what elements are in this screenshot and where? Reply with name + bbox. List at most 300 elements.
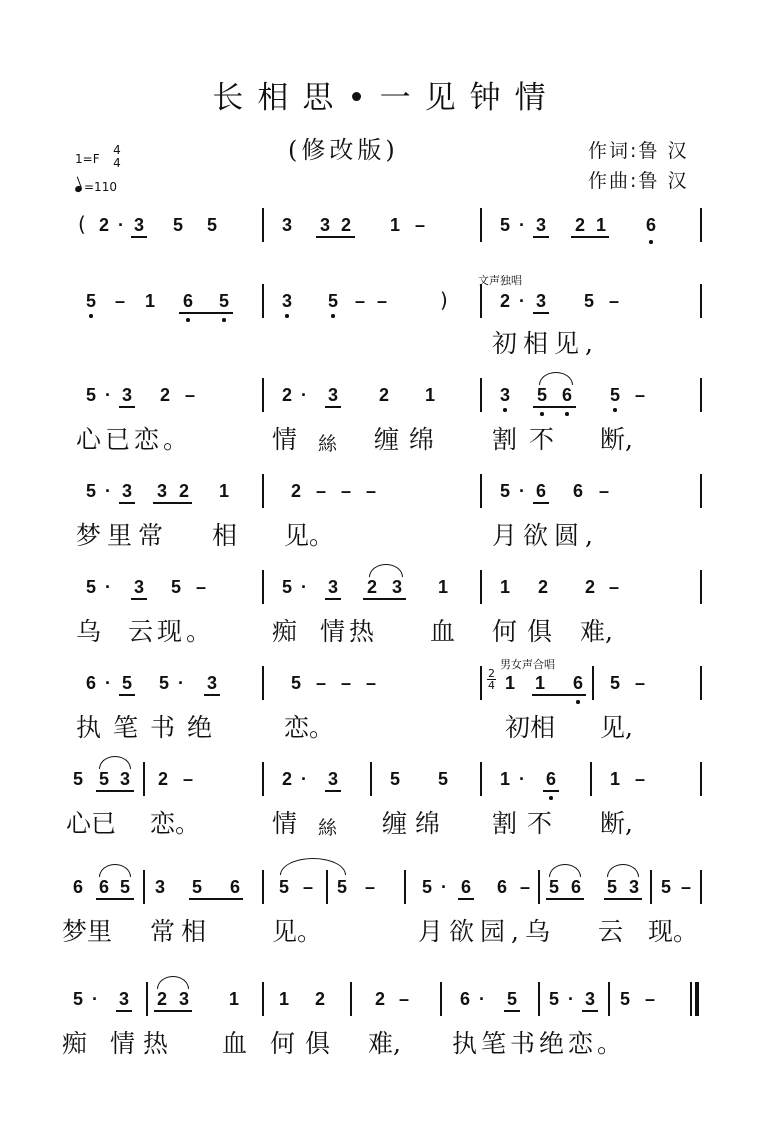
lyric: 断, bbox=[600, 809, 633, 838]
staff-row-3 bbox=[0, 382, 772, 422]
note: 3 bbox=[584, 989, 595, 1009]
note: – bbox=[644, 989, 655, 1009]
slur bbox=[280, 858, 346, 875]
lyric: 情热 bbox=[110, 1029, 177, 1058]
low-dot bbox=[89, 314, 93, 318]
underline bbox=[604, 898, 642, 900]
bar-line bbox=[326, 870, 328, 904]
note: 5 bbox=[85, 577, 96, 597]
annotation-mixed-chorus: 男女声合唱 bbox=[500, 658, 555, 671]
underline bbox=[179, 312, 233, 314]
bar-line bbox=[440, 982, 442, 1016]
underline bbox=[96, 898, 134, 900]
lyric: 月欲圆, bbox=[492, 521, 599, 550]
note: 5 bbox=[119, 877, 130, 897]
time-signature-bottom: 4 bbox=[113, 156, 121, 170]
note: 2 bbox=[178, 481, 189, 501]
final-bar-line-thick bbox=[695, 982, 699, 1016]
bar-line bbox=[480, 378, 482, 412]
time-signature-change bbox=[487, 668, 496, 691]
note: 1 bbox=[504, 673, 515, 693]
underline bbox=[131, 598, 147, 600]
quarter-note-icon bbox=[74, 185, 83, 193]
lyric: 血 bbox=[430, 617, 456, 646]
time-signature bbox=[110, 144, 124, 170]
lyric: 执笔书绝恋。 bbox=[452, 1029, 627, 1058]
underline bbox=[154, 1010, 192, 1012]
low-dot bbox=[565, 412, 569, 416]
note: 5 bbox=[72, 769, 83, 789]
note: – bbox=[365, 481, 376, 501]
staff-row-1 bbox=[0, 212, 772, 252]
lyric: 乌 bbox=[76, 617, 102, 646]
underline bbox=[119, 502, 135, 504]
lyric: 梦里常 bbox=[76, 521, 170, 550]
note: · bbox=[105, 673, 111, 693]
bar-line bbox=[700, 284, 702, 318]
lyric: 难, bbox=[580, 617, 613, 646]
bar-line bbox=[538, 870, 540, 904]
lyrics-row-5 bbox=[0, 618, 772, 652]
lyric: 现。 bbox=[648, 917, 699, 946]
note: · bbox=[301, 769, 307, 789]
bar-line bbox=[700, 570, 702, 604]
note: 3 bbox=[535, 215, 546, 235]
note: · bbox=[301, 577, 307, 597]
low-dot bbox=[331, 314, 335, 318]
annotation-female-solo: 文声独唱 bbox=[478, 274, 522, 287]
note: 3 bbox=[391, 577, 402, 597]
underline bbox=[325, 406, 341, 408]
note: – bbox=[634, 385, 645, 405]
note: 3 bbox=[281, 291, 292, 311]
bar-line bbox=[262, 570, 264, 604]
note: 1 bbox=[595, 215, 606, 235]
note: – bbox=[114, 291, 125, 311]
note: 5 bbox=[548, 989, 559, 1009]
note: 6 bbox=[535, 481, 546, 501]
note: 3 bbox=[535, 291, 546, 311]
low-dot bbox=[576, 700, 580, 704]
slur bbox=[607, 864, 639, 877]
lyric: 缠绵 bbox=[382, 809, 449, 838]
lyric: 何俱 bbox=[492, 617, 563, 646]
note: 5 bbox=[98, 769, 109, 789]
lyrics-row-2 bbox=[0, 330, 772, 364]
note: 5 bbox=[158, 673, 169, 693]
underline bbox=[571, 236, 609, 238]
note: 3 bbox=[327, 385, 338, 405]
note: 3 bbox=[327, 577, 338, 597]
note: 2 bbox=[281, 769, 292, 789]
note: 1 bbox=[278, 989, 289, 1009]
underline bbox=[189, 898, 243, 900]
note: 5 bbox=[660, 877, 671, 897]
underline bbox=[131, 236, 147, 238]
note: 6 bbox=[645, 215, 656, 235]
note: – bbox=[680, 877, 691, 897]
note: 1 bbox=[499, 577, 510, 597]
note: – bbox=[302, 877, 313, 897]
note: – bbox=[340, 673, 351, 693]
bar-line bbox=[480, 284, 482, 318]
lyric: 缠绵 bbox=[374, 425, 445, 454]
note: 3 bbox=[121, 385, 132, 405]
bar-line bbox=[480, 208, 482, 242]
staff-row-7 bbox=[0, 766, 772, 806]
note: – bbox=[376, 291, 387, 311]
underline bbox=[153, 502, 192, 504]
lyrics-row-3 bbox=[0, 426, 772, 460]
note: 5 bbox=[206, 215, 217, 235]
lyric: 梦里 bbox=[62, 917, 113, 946]
lyric: 絲 bbox=[318, 433, 338, 455]
slur bbox=[157, 976, 189, 989]
bar-line bbox=[480, 474, 482, 508]
note: 6 bbox=[496, 877, 507, 897]
note: 3 bbox=[499, 385, 510, 405]
note: – bbox=[315, 481, 326, 501]
bar-line bbox=[143, 762, 145, 796]
note: 6 bbox=[85, 673, 96, 693]
lyrics-row-9 bbox=[0, 1030, 772, 1064]
bar-line bbox=[262, 762, 264, 796]
lyric: 见。 bbox=[272, 917, 323, 946]
note: – bbox=[608, 577, 619, 597]
lyric: 月欲园,乌 bbox=[418, 917, 556, 946]
bar-line bbox=[608, 982, 610, 1016]
lyric: 难, bbox=[368, 1029, 401, 1058]
lyric: 血 bbox=[222, 1029, 248, 1058]
note: 3 bbox=[281, 215, 292, 235]
tempo-marking bbox=[75, 180, 117, 194]
note: · bbox=[105, 577, 111, 597]
note: 5 bbox=[619, 989, 630, 1009]
bar-line bbox=[650, 870, 652, 904]
lyrics-row-6 bbox=[0, 714, 772, 748]
note: 3 bbox=[178, 989, 189, 1009]
note: 5 bbox=[278, 877, 289, 897]
bar-line bbox=[262, 666, 264, 700]
note: – bbox=[354, 291, 365, 311]
bar-line bbox=[146, 982, 148, 1016]
note: 2 bbox=[574, 215, 585, 235]
bar-line bbox=[700, 474, 702, 508]
bar-line bbox=[700, 762, 702, 796]
underline bbox=[543, 790, 559, 792]
underline bbox=[533, 502, 549, 504]
note: 5 bbox=[218, 291, 229, 311]
bar-line bbox=[262, 982, 264, 1016]
note: 2 bbox=[281, 385, 292, 405]
note: 2 bbox=[374, 989, 385, 1009]
bar-line bbox=[592, 666, 594, 700]
note: 5 bbox=[606, 877, 617, 897]
note: 6 bbox=[572, 481, 583, 501]
note: 5 bbox=[72, 989, 83, 1009]
note: · bbox=[118, 215, 124, 235]
note: 5 bbox=[506, 989, 517, 1009]
underline bbox=[325, 598, 341, 600]
note: 2 bbox=[290, 481, 301, 501]
note: 2 bbox=[314, 989, 325, 1009]
note: 3 bbox=[133, 577, 144, 597]
tempo-value: =110 bbox=[84, 180, 117, 194]
slur bbox=[369, 564, 403, 577]
underline bbox=[316, 236, 355, 238]
bar-line bbox=[538, 982, 540, 1016]
note: 3 bbox=[121, 481, 132, 501]
underline bbox=[116, 1010, 132, 1012]
slur bbox=[539, 372, 573, 385]
note: 3 bbox=[154, 877, 165, 897]
note: 1 bbox=[228, 989, 239, 1009]
lyric: 见, bbox=[600, 713, 633, 742]
lyric: 痴 bbox=[272, 617, 298, 646]
note: 1 bbox=[144, 291, 155, 311]
note: – bbox=[598, 481, 609, 501]
note: 5 bbox=[336, 877, 347, 897]
note: 6 bbox=[561, 385, 572, 405]
slur bbox=[549, 864, 581, 877]
underline bbox=[119, 406, 135, 408]
note: 3 bbox=[319, 215, 330, 235]
underline bbox=[582, 1010, 598, 1012]
lyric: 情热 bbox=[320, 617, 379, 646]
underline bbox=[325, 790, 341, 792]
note: ( bbox=[78, 212, 86, 236]
bar-line bbox=[262, 474, 264, 508]
bar-line bbox=[700, 378, 702, 412]
lyric: 常相 bbox=[150, 917, 213, 946]
note: 5 bbox=[85, 385, 96, 405]
underline bbox=[533, 406, 576, 408]
underline bbox=[204, 694, 220, 696]
note: – bbox=[634, 769, 645, 789]
note: 6 bbox=[182, 291, 193, 311]
note: – bbox=[608, 291, 619, 311]
low-dot bbox=[285, 314, 289, 318]
note: 5 bbox=[281, 577, 292, 597]
note: 5 bbox=[609, 385, 620, 405]
note: · bbox=[568, 989, 574, 1009]
note: 1 bbox=[437, 577, 448, 597]
note: 5 bbox=[327, 291, 338, 311]
note: 1 bbox=[389, 215, 400, 235]
note: 2 bbox=[157, 769, 168, 789]
staff-row-5 bbox=[0, 574, 772, 614]
note: · bbox=[479, 989, 485, 1009]
note: 6 bbox=[72, 877, 83, 897]
note: · bbox=[178, 673, 184, 693]
note: · bbox=[105, 385, 111, 405]
note: – bbox=[182, 769, 193, 789]
lyric: 割不 bbox=[492, 425, 567, 454]
note: 2 bbox=[159, 385, 170, 405]
staff-row-9 bbox=[0, 986, 772, 1026]
underline bbox=[363, 598, 406, 600]
lyrics-row-7 bbox=[0, 810, 772, 844]
note: · bbox=[301, 385, 307, 405]
bar-line bbox=[480, 762, 482, 796]
bar-line bbox=[143, 870, 145, 904]
underline bbox=[533, 236, 549, 238]
note: 3 bbox=[628, 877, 639, 897]
lyric: 恋。 bbox=[150, 809, 201, 838]
bar-line bbox=[480, 666, 482, 700]
note: 5 bbox=[290, 673, 301, 693]
note: 5 bbox=[191, 877, 202, 897]
bar-line bbox=[480, 570, 482, 604]
note: · bbox=[92, 989, 98, 1009]
lyric: 痴 bbox=[62, 1029, 88, 1058]
note: 5 bbox=[389, 769, 400, 789]
lyric: 执笔书绝 bbox=[76, 713, 225, 742]
note: 2 bbox=[499, 291, 510, 311]
note: 1 bbox=[218, 481, 229, 501]
note: 2 bbox=[340, 215, 351, 235]
underline bbox=[546, 898, 584, 900]
bar-line bbox=[700, 666, 702, 700]
note: – bbox=[365, 673, 376, 693]
note: ) bbox=[440, 288, 448, 312]
lyric: 情 bbox=[272, 809, 298, 838]
lyric: 何俱 bbox=[270, 1029, 341, 1058]
note: · bbox=[519, 769, 525, 789]
note: 2 bbox=[378, 385, 389, 405]
note: – bbox=[315, 673, 326, 693]
note: 6 bbox=[570, 877, 581, 897]
note: 5 bbox=[121, 673, 132, 693]
note: 5 bbox=[583, 291, 594, 311]
low-dot bbox=[503, 408, 507, 412]
note: – bbox=[340, 481, 351, 501]
note: 5 bbox=[499, 215, 510, 235]
note: 2 bbox=[98, 215, 109, 235]
note: 1 bbox=[499, 769, 510, 789]
note: 5 bbox=[85, 291, 96, 311]
note: 1 bbox=[534, 673, 545, 693]
underline bbox=[532, 694, 586, 696]
note: 5 bbox=[536, 385, 547, 405]
note: 6 bbox=[229, 877, 240, 897]
note: · bbox=[519, 215, 525, 235]
note: – bbox=[398, 989, 409, 1009]
bar-line bbox=[590, 762, 592, 796]
key-signature: 1=F bbox=[75, 152, 100, 166]
bar-line bbox=[350, 982, 352, 1016]
underline bbox=[96, 790, 134, 792]
note: 2 bbox=[584, 577, 595, 597]
composer-credit: 作曲:鲁 汉 bbox=[588, 170, 689, 192]
time-signature-top: 2 bbox=[488, 667, 495, 680]
bar-line bbox=[370, 762, 372, 796]
low-dot bbox=[540, 412, 544, 416]
note: 6 bbox=[98, 877, 109, 897]
lyric: 初相 bbox=[505, 713, 556, 742]
bar-line bbox=[700, 870, 702, 904]
lyricist-credit: 作词:鲁 汉 bbox=[588, 140, 689, 162]
note: · bbox=[441, 877, 447, 897]
lyric: 割不 bbox=[492, 809, 563, 838]
low-dot bbox=[222, 318, 226, 322]
note: – bbox=[519, 877, 530, 897]
lyric: 相 bbox=[212, 521, 238, 550]
note: 6 bbox=[545, 769, 556, 789]
bar-line bbox=[262, 208, 264, 242]
lyric: 恋。 bbox=[284, 713, 335, 742]
note: 1 bbox=[424, 385, 435, 405]
song-subtitle: (修改版) bbox=[288, 136, 399, 164]
note: 3 bbox=[206, 673, 217, 693]
lyric: 云 bbox=[598, 917, 624, 946]
lyric: 心已恋。 bbox=[76, 425, 193, 454]
note: 5 bbox=[421, 877, 432, 897]
staff-row-8 bbox=[0, 874, 772, 914]
lyric: 初相见, bbox=[492, 329, 599, 358]
lyrics-row-8 bbox=[0, 918, 772, 952]
underline bbox=[504, 1010, 520, 1012]
note: 2 bbox=[537, 577, 548, 597]
bar-line bbox=[404, 870, 406, 904]
lyric: 情 bbox=[272, 425, 298, 454]
slur bbox=[99, 864, 131, 877]
lyric: 心已 bbox=[66, 809, 117, 838]
note: 5 bbox=[170, 577, 181, 597]
note: – bbox=[364, 877, 375, 897]
bar-line bbox=[262, 870, 264, 904]
low-dot bbox=[613, 408, 617, 412]
note: – bbox=[184, 385, 195, 405]
note: 3 bbox=[156, 481, 167, 501]
staff-row-6 bbox=[0, 658, 772, 710]
lyric: 断, bbox=[600, 425, 633, 454]
note: 3 bbox=[119, 769, 130, 789]
note: 5 bbox=[85, 481, 96, 501]
note: 5 bbox=[437, 769, 448, 789]
note: – bbox=[634, 673, 645, 693]
note: 3 bbox=[133, 215, 144, 235]
note: · bbox=[519, 481, 525, 501]
low-dot bbox=[649, 240, 653, 244]
slur bbox=[99, 756, 131, 769]
note: · bbox=[519, 291, 525, 311]
time-signature-top: 4 bbox=[113, 143, 121, 157]
lyrics-row-4 bbox=[0, 522, 772, 556]
note: 2 bbox=[366, 577, 377, 597]
lyric: 见。 bbox=[284, 521, 335, 550]
staff-row-4 bbox=[0, 478, 772, 518]
note: 5 bbox=[172, 215, 183, 235]
final-bar-line-thin bbox=[690, 982, 692, 1016]
note: 6 bbox=[460, 877, 471, 897]
note: · bbox=[105, 481, 111, 501]
note: 1 bbox=[609, 769, 620, 789]
underline bbox=[458, 898, 474, 900]
note: – bbox=[195, 577, 206, 597]
note: 6 bbox=[459, 989, 470, 1009]
note: 2 bbox=[156, 989, 167, 1009]
note: 6 bbox=[572, 673, 583, 693]
bar-line bbox=[262, 378, 264, 412]
lyric: 云现。 bbox=[128, 617, 216, 646]
lyric: 絲 bbox=[318, 817, 338, 839]
note: 3 bbox=[118, 989, 129, 1009]
note: 5 bbox=[499, 481, 510, 501]
note: 5 bbox=[548, 877, 559, 897]
staff-row-2 bbox=[0, 274, 772, 328]
bar-line bbox=[700, 208, 702, 242]
